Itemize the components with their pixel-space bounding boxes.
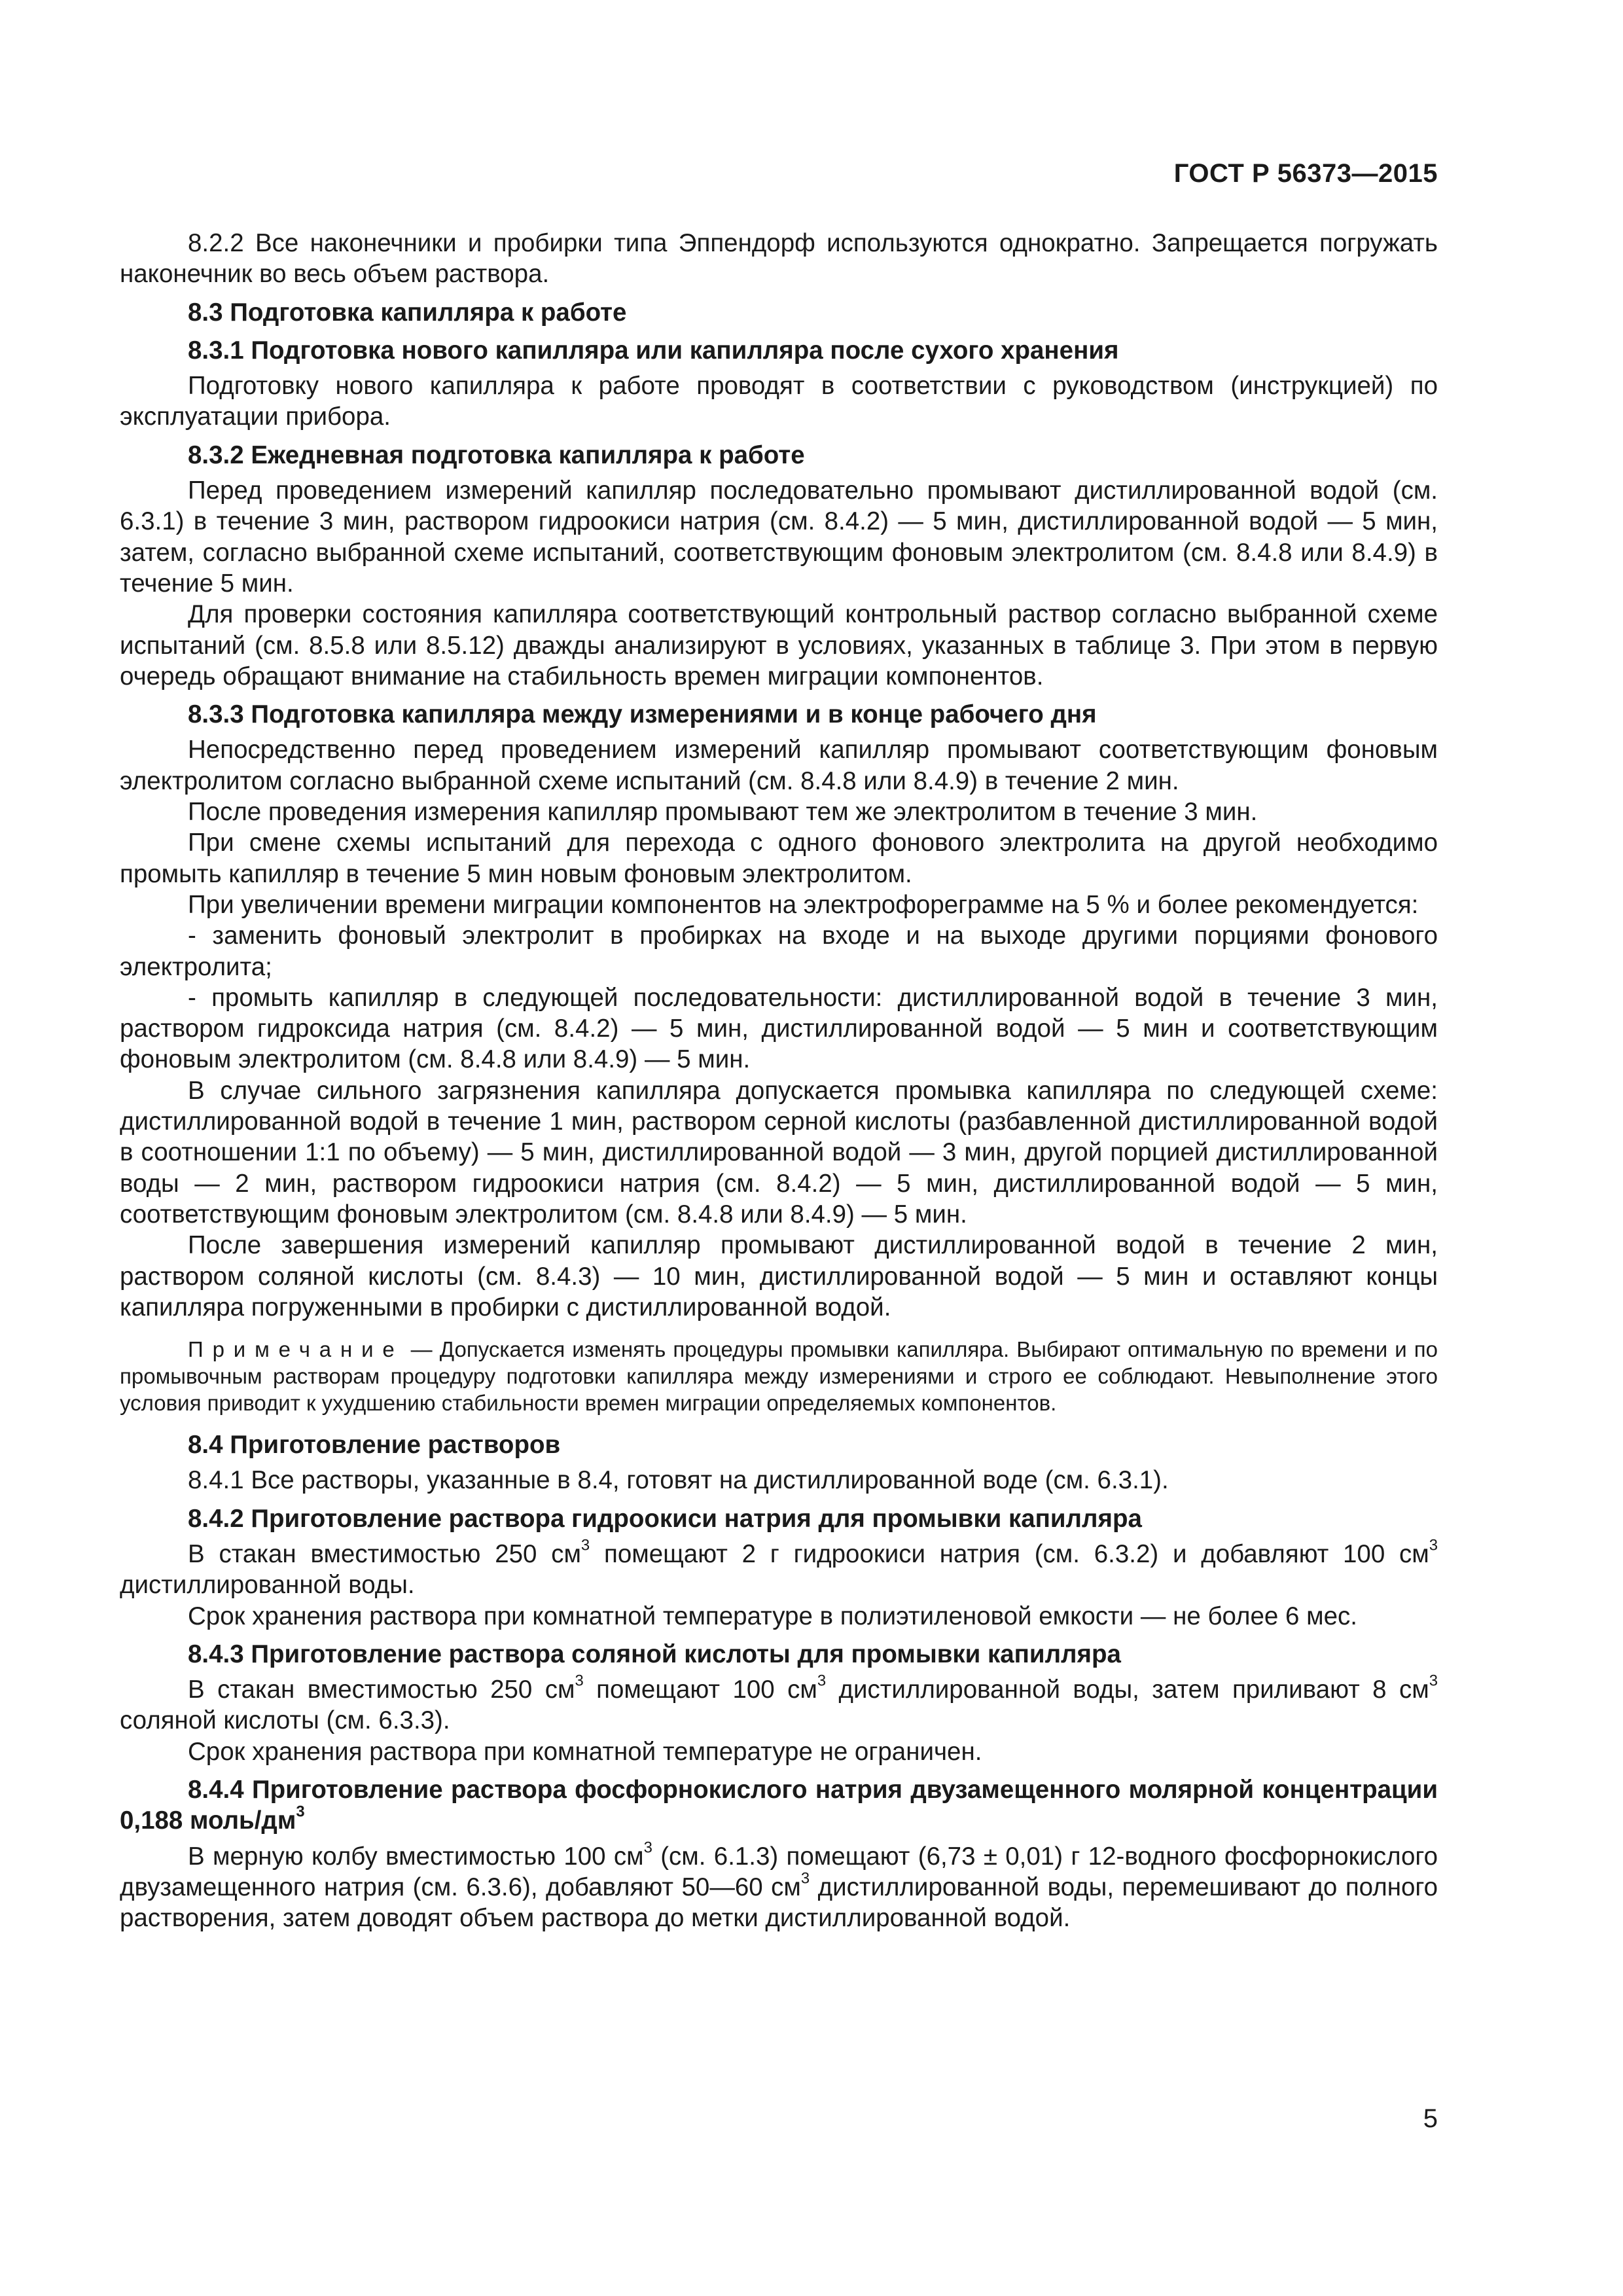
superscript: 3 (296, 1803, 305, 1821)
heading-8-3-3: 8.3.3 Подготовка капилляра между измерениями и в конце рабочего дня (188, 700, 1097, 729)
note (120, 1336, 1438, 1416)
heading-8-3: 8.3 Подготовка капилляра к работе (188, 298, 627, 327)
superscript: 3 (575, 1672, 584, 1690)
superscript: 3 (800, 1869, 810, 1888)
heading-8-3-2: 8.3.2 Ежедневная подготовка капилляра к работе (188, 440, 805, 469)
note-label: Примечание (188, 1337, 404, 1362)
document-body (120, 228, 1438, 1934)
list-item: - промыть капилляр в следующей последовательности: дистиллированной водой в течение 3 мин, раствором гидроксида натрия (см. 8.4.2) — 5 мин, дистиллированной водой — 5 мин и соответствующим фоновым электролитом (см. 8.4.8 или 8.4.9) — 5 мин. (120, 983, 1438, 1074)
paragraph: При увеличении времени миграции компонентов на электрофореграмме на 5 % и более рекомендуется: (188, 890, 1419, 919)
superscript: 3 (1429, 1536, 1438, 1554)
paragraph: Перед проведением измерений капилляр последовательно промывают дистиллированной водой (см. 6.3.1) в течение 3 мин, раствором гидроокиси натрия (см. 8.4.2) — 5 мин, дистиллированной водой — 5 мин, затем, согласно выбранной схеме испытаний, соответствующим фоновым электролитом (см. 8.4.8 или 8.4.9) в течение 5 мин. (120, 476, 1438, 598)
paragraph: Срок хранения раствора при комнатной температуре не ограничен. (188, 1737, 982, 1766)
note-text: — Допускается изменять процедуры промывки капилляра. Выбирают оптимальную по времени и по промывочным растворам процедуру подготовки капилляра между измерениями и строго ее соблюдают. Невыполнение этого условия приводит к ухудшению стабильности времен миграции определяемых компонентов. (120, 1337, 1438, 1416)
paragraph: При смене схемы испытаний для перехода с одного фонового электролита на другой необходимо промыть капилляр в течение 5 мин новым фоновым электролитом. (120, 829, 1438, 888)
superscript: 3 (1429, 1672, 1438, 1690)
paragraph: Для проверки состояния капилляра соответствующий контрольный раствор согласно выбранной схеме испытаний (см. 8.5.8 или 8.5.12) дважды анализируют в условиях, указанных в таблице 3. При этом в первую очередь обращают внимание на стабильность времен миграции компонентов. (120, 600, 1438, 691)
paragraph: Подготовку нового капилляра к работе проводят в соответствии с руководством (инструкцией) по эксплуатации прибора. (120, 372, 1438, 431)
heading-8-3-1: 8.3.1 Подготовка нового капилляра или капилляра после сухого хранения (188, 336, 1119, 365)
paragraph: В стакан вместимостью 250 $см^3$ помещают 2 г гидроокиси натрия (см. 6.3.2) и добавляют 100 $см^3$ дистиллированной воды. (120, 1536, 1438, 1600)
paragraph: После проведения измерения капилляр промывают тем же электролитом в течение 3 мин. (188, 798, 1258, 827)
paragraph: Непосредственно перед проведением измерений капилляр промывают соответствующим фоновым электролитом согласно выбранной схеме испытаний (см. 8.4.8 или 8.4.9) в течение 2 мин. (120, 736, 1438, 795)
heading-8-4-2: 8.4.2 Приготовление раствора гидроокиси натрия для промывки капилляра (188, 1504, 1142, 1533)
paragraph: В мерную колбу вместимостью 100 $см^3$ (см. 6.1.3) помещают (6,73 ± 0,01) г 12-водного фосфорнокислого двузамещенного натрия (см. 6.3.6), добавляют 50—60 $см^3$ дистиллированной воды, перемешивают до полного растворения, затем доводят объем раствора до метки дистиллированной водой. (120, 1839, 1438, 1933)
paragraph: В случае сильного загрязнения капилляра допускается промывка капилляра по следующей схеме: дистиллированной водой в течение 1 мин, раствором серной кислоты (разбавленной дистиллированной водой в соотношении 1:1 по объему) — 5 мин, дистиллированной водой — 3 мин, другой порцией дистиллированной воды — 2 мин, раствором гидроокиси натрия (см. 8.4.2) — 5 мин, дистиллированной водой — 5 мин, соответствующим фоновым электролитом (см. 8.4.8 или 8.4.9) — 5 мин. (120, 1076, 1438, 1229)
list-item: - заменить фоновый электролит в пробирках на входе и на выходе другими порциями фонового электролита; (120, 922, 1438, 981)
paragraph: В стакан вместимостью 250 $см^3$ помещают 100 $см^3$ дистиллированной воды, затем приливают 8 $см^3$ соляной кислоты (см. 6.3.3). (120, 1672, 1438, 1735)
paragraph: Срок хранения раствора при комнатной температуре в полиэтиленовой емкости — не более 6 мес. (188, 1602, 1357, 1630)
paragraph-8-2-2: 8.2.2 Все наконечники и пробирки типа Эппендорф используются однократно. Запрещается погружать наконечник во весь объем раствора. (120, 229, 1438, 289)
superscript: 3 (643, 1839, 652, 1857)
superscript: 3 (817, 1672, 827, 1690)
page-number: 5 (1423, 2104, 1438, 2133)
heading-8-4: 8.4 Приготовление растворов (188, 1431, 561, 1460)
heading-8-4-3: 8.4.3 Приготовление раствора соляной кислоты для промывки капилляра (188, 1640, 1121, 1668)
paragraph-8-4-1: 8.4.1 Все растворы, указанные в 8.4, готовят на дистиллированной воде (см. 6.3.1). (188, 1466, 1169, 1495)
document-standard-id: ГОСТ Р 56373—2015 (1173, 159, 1438, 188)
superscript: 3 (580, 1536, 590, 1554)
paragraph: После завершения измерений капилляр промывают дистиллированной водой в течение 2 мин, раствором соляной кислоты (см. 8.4.3) — 10 мин, дистиллированной водой — 5 мин и оставляют концы капилляра погруженными в пробирки с дистиллированной водой. (120, 1231, 1438, 1321)
heading-8-4-4: 8.4.4 Приготовление раствора фосфорнокислого натрия двузамещенного молярной концентрации 0,188 моль/$дм^3$ (120, 1776, 1438, 1835)
